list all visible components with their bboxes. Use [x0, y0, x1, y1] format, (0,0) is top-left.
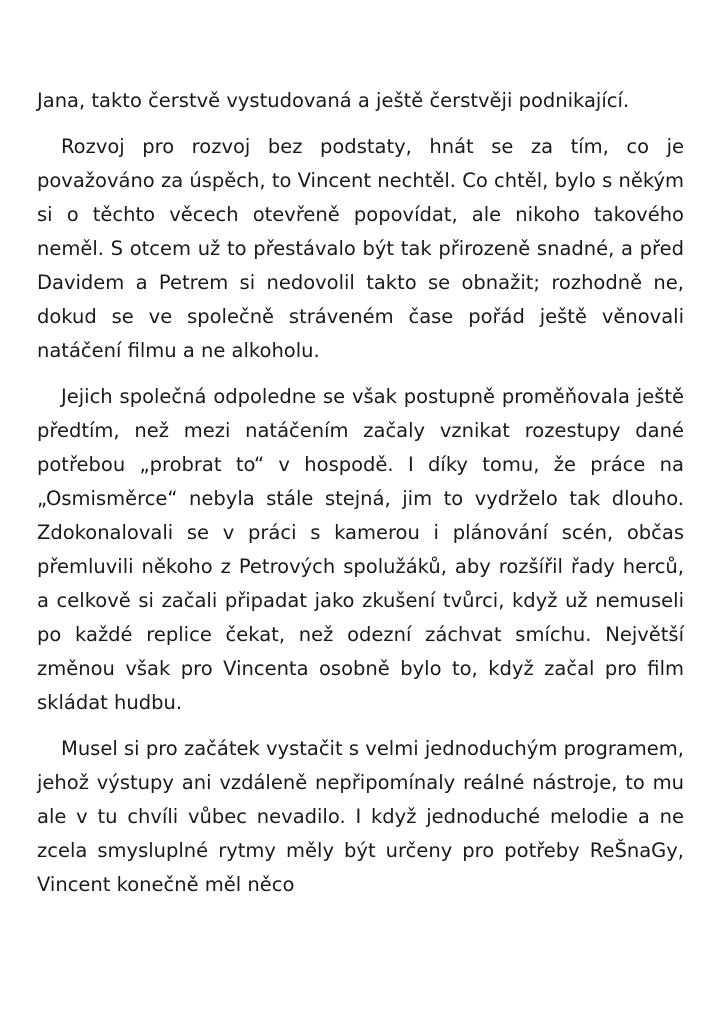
book-page	[37, 84, 684, 902]
paragraph-4: Musel si pro začátek vystačit s velmi jednoduchým programem, jehož výstupy ani vzdáleně nepřipomínaly reálné nástroje, to mu ale v tu chvíli vůbec nevadilo. I když jednoduché melodie a ne zcela smysluplné rytmy měly být určeny pro potřeby ReŠnaGy, Vincent konečně měl něco	[37, 737, 684, 896]
paragraph-1: Jana, takto čerstvě vystudovaná a ještě čerstvěji podnikající.	[37, 89, 630, 112]
paragraph-3: Jejich společná odpoledne se však postupně proměňovala ještě předtím, než mezi natáčením začaly vznikat rozestupy dané potřebou „probrat to“ v hospodě. I díky tomu, že práce na „Osmisměrce“ nebyla stále stejná, jim to vydrželo tak dlouho. Zdokonalovali se v práci s kamerou i plánování scén, občas přemluvili někoho z Petrových spolužáků, aby rozšířil řady herců, a celkově si začali připadat jako zkušení tvůrci, když už nemuseli po každé replice čekat, než odezní záchvat smíchu. Největší změnou však pro Vincenta osobně bylo to, když začal pro film skládat hudbu.	[37, 385, 684, 714]
paragraph-2: Rozvoj pro rozvoj bez podstaty, hnát se za tím, co je považováno za úspěch, to Vincent nechtěl. Co chtěl, bylo s někým si o těchto věcech otevřeně popovídat, ale nikoho takového neměl. S otcem už to přestávalo být tak přirozeně snadné, a před Davidem a Petrem si nedovolil takto se obnažit; rozhodně ne, dokud se ve společně stráveném čase pořád ještě věnovali natáčení filmu a ne alkoholu.	[37, 135, 684, 362]
